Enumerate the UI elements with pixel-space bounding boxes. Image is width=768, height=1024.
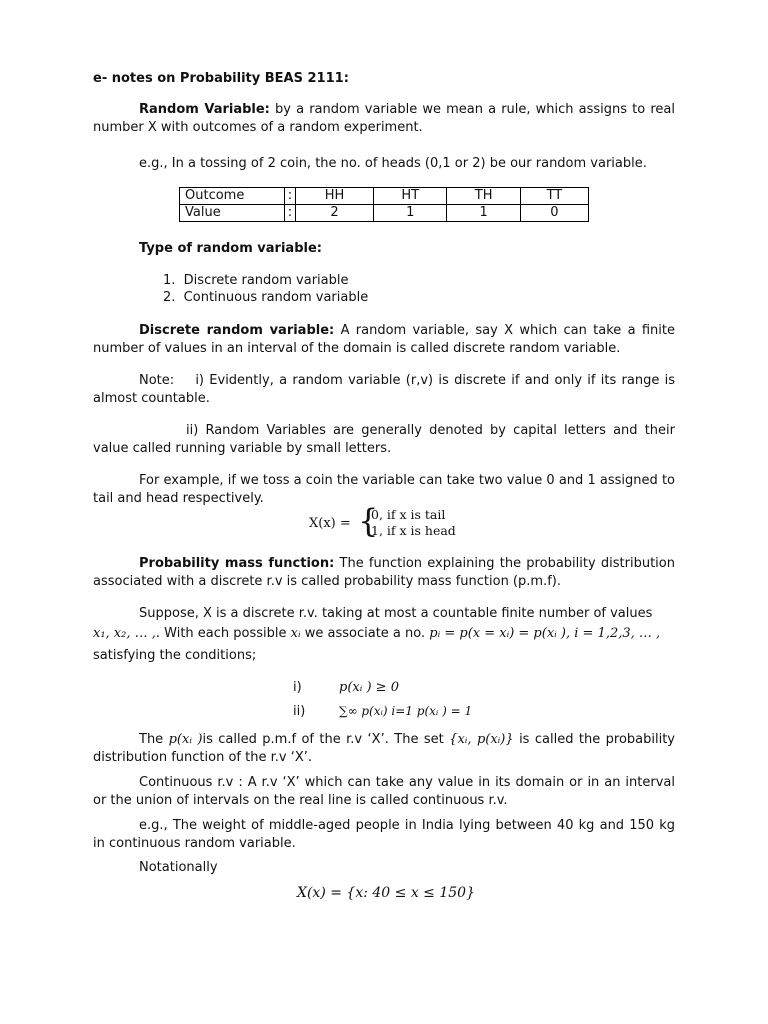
coin-toss-example: For example, if we toss a coin the variable can take two value 0 and 1 assigned to tail and head respectively. (93, 473, 675, 506)
note-2: ii) Random Variables are generally denoted by capital letters and their value called running variable by small letters. (93, 423, 675, 456)
discrete-definition: Discrete random variable: A random variable, say X which can take a finite number of values in an interval of the domain is called discrete random variable. (93, 323, 676, 356)
condition-number: ii) (293, 704, 306, 719)
brace-icon: { (358, 502, 379, 540)
suppose-line-1: Suppose, X is a discrete r.v. taking at most a countable finite number of values (139, 606, 653, 621)
list-item: 2. Continuous random variable (163, 290, 369, 305)
coin-example: e.g., In a tossing of 2 coin, the no. of heads (0,1 or 2) be our random variable. (139, 156, 647, 171)
table-row: Value : 2 1 1 0 (180, 205, 589, 222)
condition-number: i) (293, 680, 302, 695)
pmf-function-definition: The p(xᵢ )is called p.m.f of the r.v ‘X’. The set {xᵢ, p(xᵢ)} is called the probability distribution function of the r.v ‘X’. (93, 732, 675, 765)
continuous-definition: Continuous r.v : A r.v ‘X’ which can take any value in its domain or in an interval or the union of intervals on the real line is called continuous r.v. (93, 775, 675, 808)
condition-expression: ∑∞ p(xᵢ) i=1 p(xᵢ ) = 1 (339, 704, 473, 718)
condition-expression: p(xᵢ ) ≥ 0 (339, 680, 399, 695)
list-item: 1. Discrete random variable (163, 273, 349, 288)
page-title: e- notes on Probability BEAS 2111: (93, 71, 349, 86)
random-variable-definition: Random Variable: by a random variable we mean a rule, which assigns to real number X with outcomes of a random experiment. (93, 102, 675, 135)
table-row: Outcome : HH HT TH TT (180, 188, 589, 205)
continuous-example: e.g., The weight of middle-aged people in India lying between 40 kg and 150 kg in continuous random variable. (93, 818, 675, 851)
set-notation-formula: X(x) = {x: 40 ≤ x ≤ 150} (297, 885, 475, 901)
types-heading: Type of random variable: (139, 241, 322, 256)
outcome-value-table (179, 187, 589, 222)
piecewise-case-1: 0, if x is tail (371, 507, 446, 522)
pmf-definition: Probability mass function: The function explaining the probability distribution associated with a discrete r.v is called probability mass function (p.m.f). (93, 556, 675, 589)
suppose-line-2: x₁, x₂, … ,. With each possible xᵢ we associate a no. pᵢ = p(x = xᵢ) = p(xᵢ ), i = 1,2,3, … , (93, 626, 661, 641)
piecewise-lhs: X(x) = (309, 516, 351, 531)
random-variable-heading: Random Variable: (139, 102, 270, 117)
piecewise-case-2: 1, if x is head (371, 523, 456, 538)
notationally-label: Notationally (139, 860, 218, 875)
suppose-line-3: satisfying the conditions; (93, 648, 257, 663)
note-1: Note: i) Evidently, a random variable (r,v) is discrete if and only if its range is almost countable. (93, 373, 676, 406)
